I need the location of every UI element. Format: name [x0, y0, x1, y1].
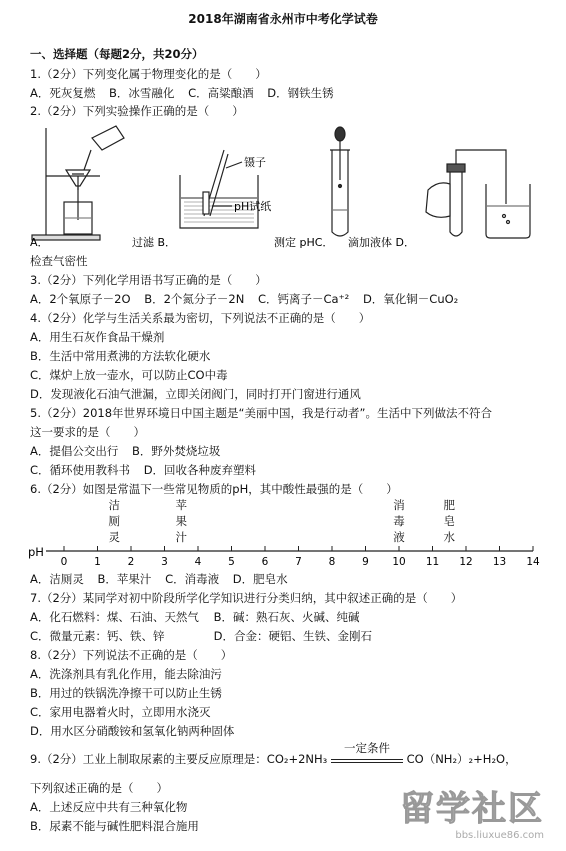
reaction-condition: 一定条件 — [343, 741, 390, 755]
fig-d-caption: 检查气密性 — [30, 254, 88, 268]
option-a: A．上述反应中共有三种氧化物 — [30, 800, 188, 814]
watermark-logo: 留学社区 — [400, 789, 544, 829]
question-4-stem: 4.（2分）化学与生活关系最为密切，下列说法不正确的是（ ） — [30, 311, 371, 325]
option-c: C．微量元素：钙、铁、锌 — [30, 629, 165, 643]
ph-tick-label: 7 — [295, 556, 302, 568]
option-a: A．洁厕灵 — [30, 572, 84, 586]
question-9-equation — [30, 741, 517, 767]
question-7-stem: 7.（2分）某同学对初中阶段所学化学知识进行分类归纳，其中叙述正确的是（ ） — [30, 591, 463, 605]
question-5-options-row2 — [30, 463, 266, 478]
ph-tick-label: 10 — [392, 556, 406, 568]
question-2-stem: 2.（2分）下列实验操作正确的是（ ） — [30, 104, 244, 118]
option-d: D．肥皂水 — [232, 572, 288, 586]
question-5-stem-continued: 这一要求的是（ ） — [30, 425, 145, 439]
question-9-stem: 下列叙述正确的是（ ） — [30, 781, 168, 795]
option-d: D．钢铁生锈 — [267, 86, 334, 100]
option-c: C．循环使用教科书 — [30, 463, 131, 477]
ph-tick-label: 11 — [425, 556, 440, 568]
ph-tick-label: 3 — [161, 556, 168, 568]
ph-tick-label: 9 — [362, 556, 369, 568]
option-a: A．死灰复燃 — [30, 86, 96, 100]
ph-substance-label: 苹 果 汁 — [175, 498, 187, 544]
option-d: D．回收各种废弃塑料 — [143, 463, 257, 477]
option-b: B．野外焚烧垃圾 — [132, 444, 221, 458]
option-d: D．氧化铜－CuO₂ — [362, 292, 459, 306]
question-2-figures — [28, 120, 538, 250]
option-d: D．发现液化石油气泄漏，立即关闭阀门，同时打开门窗进行通风 — [30, 387, 361, 401]
reaction-equals-line — [331, 759, 403, 763]
question-5-options-row1 — [30, 444, 230, 459]
watermark-url: bbs.liuxue86.com — [455, 830, 544, 841]
ph-substance-label: 消 毒 液 — [393, 498, 405, 544]
ph-scale — [28, 538, 538, 570]
option-a: A．提倡公交出行 — [30, 444, 119, 458]
ph-tick-label: 1 — [94, 556, 101, 568]
ph-substance-label: 肥 皂 水 — [443, 498, 455, 544]
ph-tick-label: 8 — [328, 556, 336, 568]
option-d: D．用水区分硝酸铵和氢氧化钠两种固体 — [30, 724, 235, 738]
option-b: B．生活中常用煮沸的方法软化硬水 — [30, 349, 211, 363]
reaction-arrow — [331, 741, 403, 767]
option-b: B．2个氮分子－2N — [144, 292, 245, 306]
fig-b-caption: 测定 pHC． — [274, 236, 334, 249]
question-1-stem: 1.（2分）下列变化属于物理变化的是（ ） — [30, 67, 267, 81]
option-a: A．化石燃料：煤、石油、天然气 — [30, 610, 199, 624]
equation-reactants: 9.（2分）工业上制取尿素的主要反应原理是：CO₂+2NH₃ — [30, 752, 328, 766]
question-3-stem: 3.（2分）下列化学用语书写正确的是（ ） — [30, 273, 267, 287]
question-7-options-row2 — [30, 629, 382, 644]
paper-title: 2018年湖南省永州市中考化学试卷 — [188, 12, 378, 26]
option-a: A．用生石灰作食品干燥剂 — [30, 330, 165, 344]
ph-tick-label: 2 — [127, 556, 135, 568]
ph-tick-label: 13 — [492, 556, 507, 568]
ph-tick-label: 4 — [194, 556, 202, 568]
option-b: B．冰雪融化 — [109, 86, 175, 100]
airtightness-apparatus — [426, 150, 530, 238]
tweezers-label: 镊子 — [244, 156, 266, 169]
ph-axis-label: pH — [28, 545, 44, 559]
dropper-apparatus — [330, 127, 350, 236]
fig-a-label: A． — [30, 236, 49, 249]
option-a: A．2个氧原子－2O — [30, 292, 131, 306]
option-b: B．用过的铁锅洗净擦干可以防止生锈 — [30, 686, 222, 700]
ph-tick-label: 5 — [228, 556, 235, 568]
option-a: A．洗涤剂具有乳化作用，能去除油污 — [30, 667, 222, 681]
option-d: D．合金：硬铝、生铁、金刚石 — [213, 629, 373, 643]
equation-products: CO（NH₂）₂+H₂O， — [406, 752, 517, 766]
option-b: B．碱：熟石灰、火碱、纯碱 — [213, 610, 360, 624]
ph-tick-label: 0 — [60, 556, 68, 568]
option-b: B．尿素不能与碱性肥料混合施用 — [30, 819, 199, 833]
filtration-apparatus — [32, 126, 124, 240]
option-c: C．煤炉上放一壶水，可以防止CO中毒 — [30, 368, 228, 382]
option-c: C．家用电器着火时，立即用水浇灭 — [30, 705, 211, 719]
question-6-options — [30, 572, 298, 587]
question-5-stem: 5.（2分）2018年世界环境日中国主题是“美丽中国，我是行动者”。生活中下列做法不符合 — [30, 406, 492, 420]
option-b: B．苹果汁 — [97, 572, 152, 586]
option-c: C．钙离子－Ca⁺² — [258, 292, 350, 306]
question-3-options — [30, 292, 468, 307]
fig-a-caption: 过滤 B． — [132, 236, 177, 249]
ph-substance-label: 洁 厕 灵 — [108, 498, 120, 544]
question-8-stem: 8.（2分）下列说法不正确的是（ ） — [30, 648, 233, 662]
fig-c-caption: 滴加液体 D． — [348, 236, 415, 249]
option-c: C．消毒液 — [165, 572, 220, 586]
section-heading: 一、选择题（每题2分，共20分） — [30, 47, 204, 61]
question-6-stem: 6.（2分）如图是常温下一些常见物质的pH，其中酸性最强的是（ ） — [30, 482, 398, 496]
question-1-options — [30, 86, 344, 101]
ph-tick-label: 14 — [526, 556, 540, 568]
ph-paper-label: pH试纸 — [234, 200, 272, 213]
question-7-options-row1 — [30, 610, 370, 625]
ph-tick-label: 6 — [261, 556, 269, 568]
ph-tick-label: 12 — [459, 556, 473, 568]
site-watermark — [400, 781, 544, 841]
option-c: C．高粱酿酒 — [188, 86, 254, 100]
